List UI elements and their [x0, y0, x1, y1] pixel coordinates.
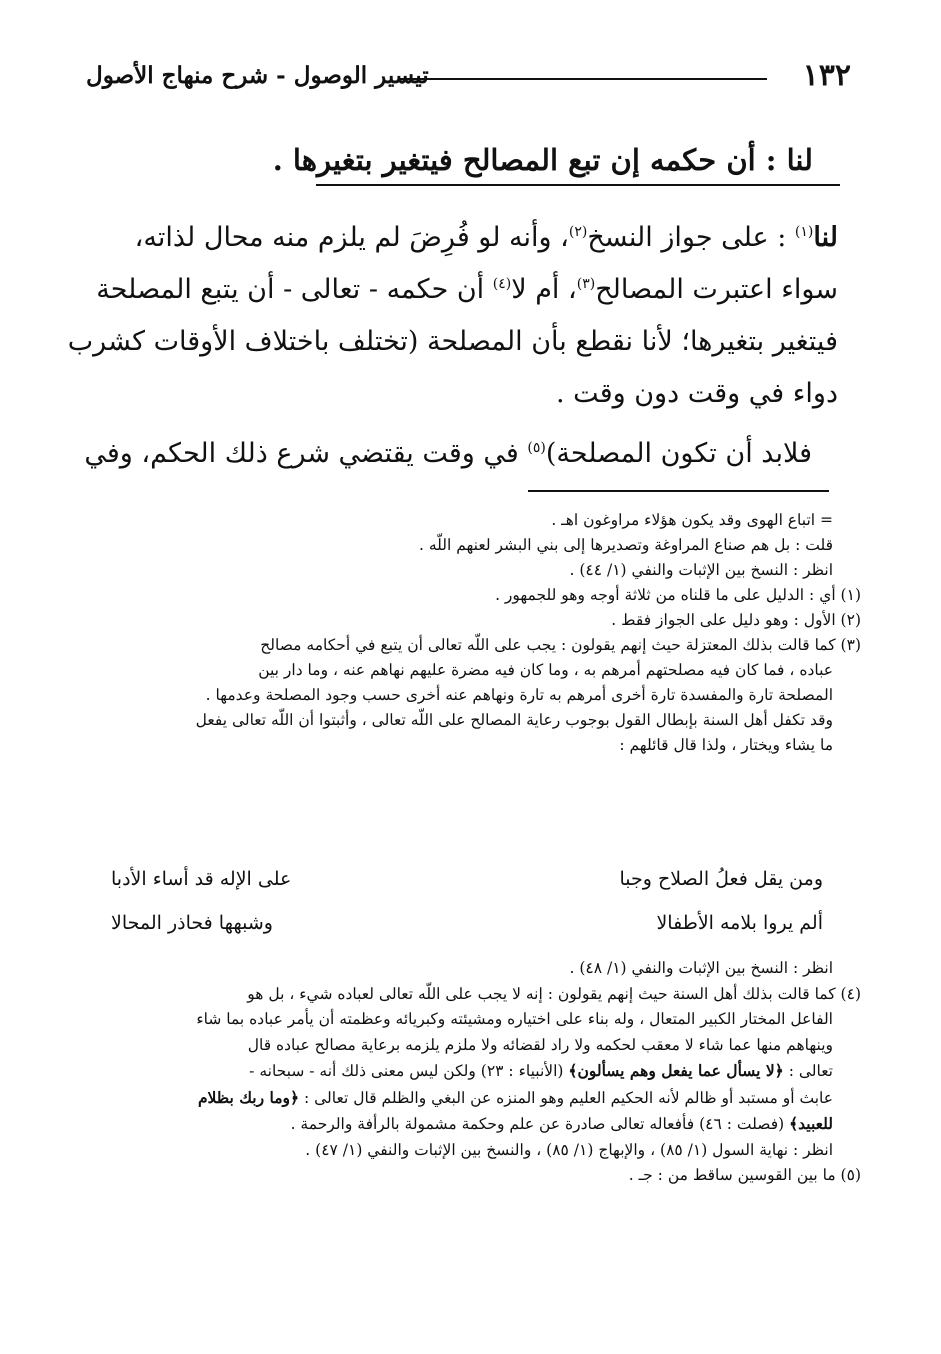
footnote-4: (٤) كما قالت بذلك أهل السنة حيث إنهم يقولون : إنه لا يجب على اللّه تعالى لعباده شيء ، بل هو — [247, 984, 861, 1003]
poem-hemistich: ألم يروا بلامه الأطفالا — [656, 912, 823, 934]
main-line-2: سواء اعتبرت المصالح$^{(٣)}$، أم لا$^{(٤)}$ أن حكمه - تعالى - أن يتبع المصلحة — [96, 274, 838, 305]
footnote-ref-2: (٢) — [568, 224, 588, 240]
footnote-line: عباده ، فما كان فيه مصلحتهم أمرهم به ، وما كان فيه مضرة عليهم نهاهم عنه ، وما دار بين — [258, 661, 833, 679]
main-line-1: لنا$^{(١)}$ : على جواز النسخ$^{(٢)}$، وأنه لو فُرِضَ لم يلزم منه محال لذاته، — [134, 222, 838, 253]
footnote-line: المصلحة تارة والمفسدة تارة أخرى أمرهم به تارة ونهاهم عنه أخرى حسب وجود المصلحة وعدمها . — [205, 686, 833, 704]
footnote-ref-5: (٥) — [527, 440, 546, 456]
footnote-line: انظر : نهاية السول (١/ ٨٥) ، والإبهاج (١/ ٨٥) ، والنسخ بين الإثبات والنفي (١/ ٤٧) . — [305, 1140, 833, 1159]
footnote-line: انظر : النسخ بين الإثبات والنفي (١/ ٤٤) . — [569, 561, 833, 579]
poem-verse-1 — [111, 860, 823, 904]
footnote-ref-4: (٤) — [492, 276, 512, 292]
footnotes-top — [86, 508, 861, 758]
footnote-line: الفاعل المختار الكبير المتعال ، وله بناء على اختياره ومشيئته وكبريائه وعظمته أن يأمر عباده بما شاء — [196, 1010, 833, 1028]
footnote-3: (٣) كما قالت بذلك المعتزلة حيث إنهم يقولون : يجب على اللّه تعالى أن يتبع في أحكامه مصالح — [260, 636, 861, 654]
header-rule — [400, 78, 767, 80]
footnote-separator — [528, 490, 829, 492]
footnote-line: ما يشاء ويختار ، ولذا قال قائلهم : — [619, 736, 833, 754]
poem-hemistich: على الإله قد أساء الأدبا — [111, 868, 292, 890]
footnotes-bottom — [86, 956, 861, 1189]
main-line-4: دواء في وقت دون وقت . — [556, 378, 838, 409]
footnote-2: (٢) الأول : وهو دليل على الجواز فقط . — [611, 611, 861, 629]
quran-quote: للعبيد﴾ — [789, 1114, 833, 1133]
page-header — [86, 56, 851, 96]
main-line-5: فلابد أن تكون المصلحة)$^{(٥)}$ في وقت يقتضي شرع ذلك الحكم، وفي — [84, 438, 812, 469]
footnote-line: عابث أو مستبد أو ظالم لأنه الحكيم العليم وهو المنزه عن البغي والظلم قال تعالى : ﴿وما ربك بظلام — [197, 1087, 833, 1107]
poem-hemistich: ومن يقل فعلُ الصلاح وجبا — [619, 868, 823, 890]
footnote-ref-3: (٣) — [576, 276, 596, 292]
footnote-line: وقد تكفل أهل السنة بإبطال القول بوجوب رعاية المصالح على اللّه تعالى ، وأثبتوا أن اللّه تعالى يفعل — [195, 711, 833, 729]
footnote-line: قلت : بل هم صناع المراوغة وتصديرها إلى بني البشر لعنهم اللّه . — [418, 536, 833, 554]
footnote-line: انظر : النسخ بين الإثبات والنفي (١/ ٤٨) . — [569, 959, 833, 977]
footnote-1: (١) أي : الدليل على ما قلناه من ثلاثة أوجه وهو للجمهور . — [495, 586, 861, 604]
main-line-3: فيتغير بتغيرها؛ لأنا نقطع بأن المصلحة (تختلف باختلاف الأوقات كشرب — [67, 326, 838, 357]
footnote-line: وينهاهم منها عما شاء لا معقب لحكمه ولا راد لقضائه ولا ملزم يلزمه برعاية مصالح عباده قال — [247, 1035, 833, 1054]
poem-hemistich: وشبهها فحاذر المحالا — [111, 912, 273, 934]
footnote-5: (٥) ما بين القوسين ساقط من : جـ . — [628, 1166, 861, 1184]
title-rule — [316, 184, 840, 186]
main-text — [67, 212, 838, 480]
poem — [111, 860, 823, 948]
quran-quote: ﴿وما ربك بظلام — [197, 1087, 300, 1107]
poem-verse-2 — [111, 904, 823, 948]
quran-quote: ﴿لا يسأل عما يفعل وهم يسألون﴾ — [568, 1061, 784, 1080]
page-number: ١٣٢ — [802, 58, 851, 93]
footnote-line: تعالى : ﴿لا يسأل عما يفعل وهم يسألون﴾ (الأنبياء : ٢٣) ولكن ليس معنى ذلك أنه - سبحانه - — [249, 1061, 833, 1080]
footnote-ref-1: (١) — [794, 224, 814, 240]
section-title: لنا : أن حكمه إن تبع المصالح فيتغير بتغيرها . — [272, 143, 813, 177]
book-title: تيسير الوصول - شرح منهاج الأصول — [86, 62, 429, 89]
footnote-line: للعبيد﴾ (فصلت : ٤٦) فأفعاله تعالى صادرة عن علم وحكمة مشمولة بالرأفة والرحمة . — [290, 1114, 833, 1133]
footnote-line: = اتباع الهوى وقد يكون هؤلاء مراوغون اهـ . — [551, 511, 833, 529]
